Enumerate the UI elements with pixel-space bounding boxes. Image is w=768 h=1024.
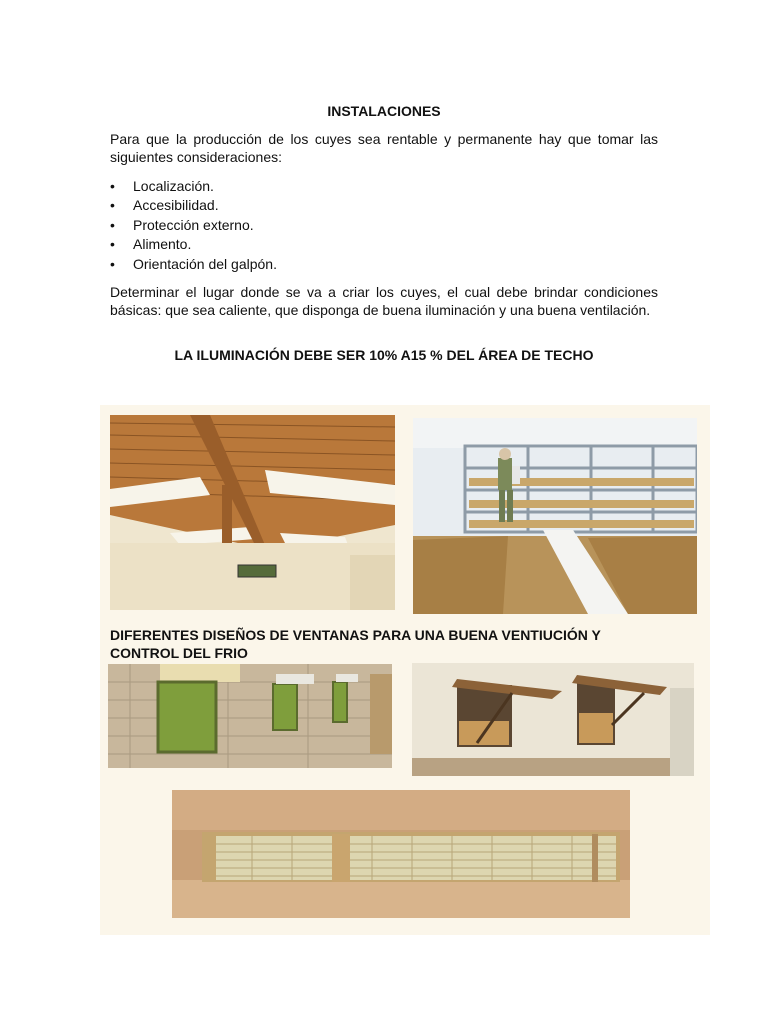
windows-heading: DIFERENTES DISEÑOS DE VENTANAS PARA UNA BUENA VENTIUCIÓN Y CONTROL DEL FRIO	[110, 627, 601, 661]
list-item: • Localización.	[110, 177, 277, 196]
list-item: • Alimento.	[110, 235, 277, 254]
list-item: • Accesibilidad.	[110, 196, 277, 215]
location-paragraph: Determinar el lugar donde se va a criar los cuyes, el cual debe brindar condiciones básicas: que sea caliente, que disponga de buena iluminación y una buena ventilación.	[110, 284, 658, 318]
awning-window-photo	[412, 663, 694, 776]
list-item: • Orientación del galpón.	[110, 255, 277, 274]
list-item: • Protección externo.	[110, 216, 277, 235]
roof-skylight-photo	[110, 415, 395, 610]
cage-shelves-photo	[413, 418, 697, 614]
lighting-heading: LA ILUMINACIÓN DEBE SER 10% A15 % DEL ÁREA DE TECHO	[174, 347, 594, 363]
intro-paragraph: Para que la producción de los cuyes sea rentable y permanente hay que tomar las siguientes consideraciones:	[110, 131, 658, 165]
page-title: INSTALACIONES	[327, 103, 441, 119]
adobe-window-photo	[108, 664, 392, 768]
mesh-vent-photo	[172, 790, 630, 918]
considerations-list	[110, 177, 277, 274]
